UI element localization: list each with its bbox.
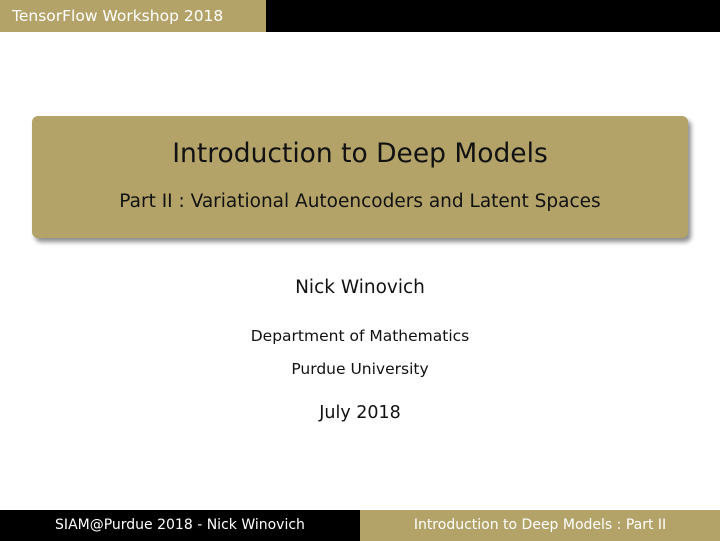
footer-author: SIAM@Purdue 2018 - Nick Winovich	[0, 510, 360, 541]
section-title: TensorFlow Workshop 2018	[0, 0, 266, 32]
presentation-subtitle: Part II : Variational Autoencoders and Latent Spaces	[119, 191, 601, 212]
presentation-date: July 2018	[319, 403, 401, 423]
presentation-title: Introduction to Deep Models	[172, 138, 548, 169]
university-name: Purdue University	[291, 360, 429, 378]
header-bar	[0, 0, 720, 32]
author-name: Nick Winovich	[295, 277, 425, 298]
footer-title: Introduction to Deep Models : Part II	[360, 510, 720, 541]
department-name: Department of Mathematics	[250, 327, 470, 345]
title-block	[32, 116, 688, 238]
